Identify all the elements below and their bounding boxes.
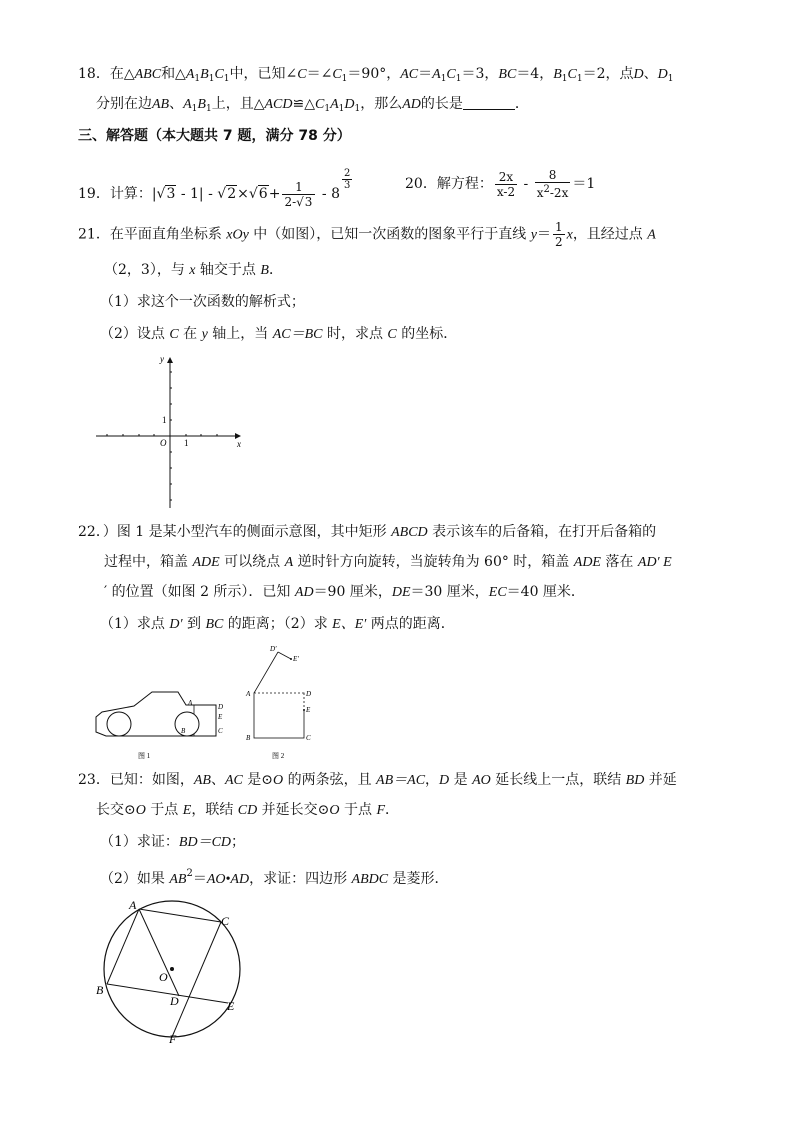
q23-line1: 23．已知：如图，AB、AC 是⊙O 的两条弦，且 AB＝AC，D 是 AO 延长线上一点，联结 BD 并延 [78,772,677,788]
svg-text:B: B [96,983,104,997]
q19: 19．计算：|√3 - 1| - √2×√6+ $\frac{1}{2-√3}$ - 8 $\frac{2}{3}$ [78,168,351,209]
q19-exponent: $\frac{2}{3}$ [343,168,351,191]
svg-text:F: F [169,1032,177,1046]
svg-text:E: E [218,713,223,721]
line-CF [172,922,221,1037]
x-axis-label: x [237,439,241,449]
chord-AB [107,909,139,984]
q20-frac2: $\frac{8}{x^2-2x}$ [536,168,569,200]
q18-line2: 分别在边AB、$A_1B_1$上，且$\triangle ACD≌\triangle C_1A_1D_1$，那么AD的长是 ． [96,96,529,114]
figure2-caption: 图 2 [272,752,285,760]
front-wheel [107,712,131,736]
q18-line1: 18．在△ABC和$\triangle A_1B_1C_1$中，已知$\angle C=\angle C_1=90^\circ$，$AC=A_1C_1=3$，BC＝4，$B_1C_1=2$，点D、$D_1$ [78,66,674,84]
trunk-rect-2 [254,693,304,738]
q23-circle-figure [90,893,250,1053]
q21-fraction: $\frac{1}{2}$ [554,220,563,249]
rear-wheel [175,712,199,736]
q22-line3: ′ 的位置（如图 2 所示）．已知 AD＝90 厘米，DE＝30 厘米，EC＝40 厘米． [104,584,585,600]
svg-text:C: C [221,914,230,928]
svg-text:B: B [246,734,251,742]
svg-text:D: D [170,994,179,1008]
svg-text:A: A [188,699,193,707]
section-heading: 三、解答题（本大题共 7 题，满分 78 分） [78,128,351,144]
svg-text:D′: D′ [270,645,277,653]
center-point [170,967,174,971]
q21-part1: （1）求这个一次函数的解析式； [100,294,305,310]
q22-line1: 22．）图 1 是某小型汽车的侧面示意图，其中矩形 ABCD 表示该车的后备箱，在打开后备箱的 [78,524,657,540]
rotated-lid [254,652,278,693]
svg-text:E: E [306,706,311,714]
svg-text:D: D [218,703,224,711]
q23-line2: 长交⊙O 于点 E，联结 CD 并延长交⊙O 于点 F． [96,802,400,818]
svg-text:A: A [246,690,251,698]
q20-frac1: $\frac{2x}{x-2}$ [496,169,516,199]
q21-line2: （2，3），与 x 轴交于点 B． [104,262,283,278]
q23-part2: （2）如果 $AB^2=AO•AD$，求证：四边形 ABDC 是菱形． [100,868,449,887]
svg-text:C: C [306,734,311,742]
svg-text:A: A [129,898,137,912]
svg-text:O: O [159,970,168,984]
q22-line2: 过程中，箱盖 ADE 可以绕点 A 逆时针方向旋转，当旋转角为 60° 时，箱盖 ADE 落在 AD′ E [104,554,672,570]
q21-line1: 21．在平面直角坐标系 xOy 中（如图），已知一次函数的图象平行于直线 y＝ $\frac{1}{2}$ x，且经过点 A [78,220,656,249]
svg-text:E′: E′ [293,655,299,663]
answer-blank[interactable] [463,95,515,110]
svg-text:C: C [218,727,223,735]
q20: 20．解方程： $\frac{2x}{x-2}$ - $\frac{8}{x^2-2x}$ ＝1 [405,168,596,200]
q23-part1: （1）求证：BD＝CD； [100,834,246,850]
x-tick-label: 1 [184,438,189,448]
q21-coordinate-graph [90,348,250,513]
q22-figure2 [238,640,328,764]
q18-number: 18． [78,66,110,82]
line-BE [107,984,228,1003]
svg-text:D: D [306,690,312,698]
svg-text:B: B [181,727,186,735]
y-tick-label: 1 [162,415,167,425]
chord-AC [139,909,221,922]
q22-parts: （1）求点 D′ 到 BC 的距离；（2）求 E、E′ 两点的距离． [100,616,455,632]
q21-part2: （2）设点 C 在 y 轴上，当 AC＝BC 时，求点 C 的坐标． [100,326,458,342]
figure1-caption: 图 1 [138,752,151,760]
q22-figure1-car [92,686,232,762]
origin-label: O [160,438,167,448]
q19-fraction: $\frac{1}{2-√3}$ [282,180,315,209]
y-axis-label: y [160,354,164,364]
svg-text:E: E [227,999,235,1013]
